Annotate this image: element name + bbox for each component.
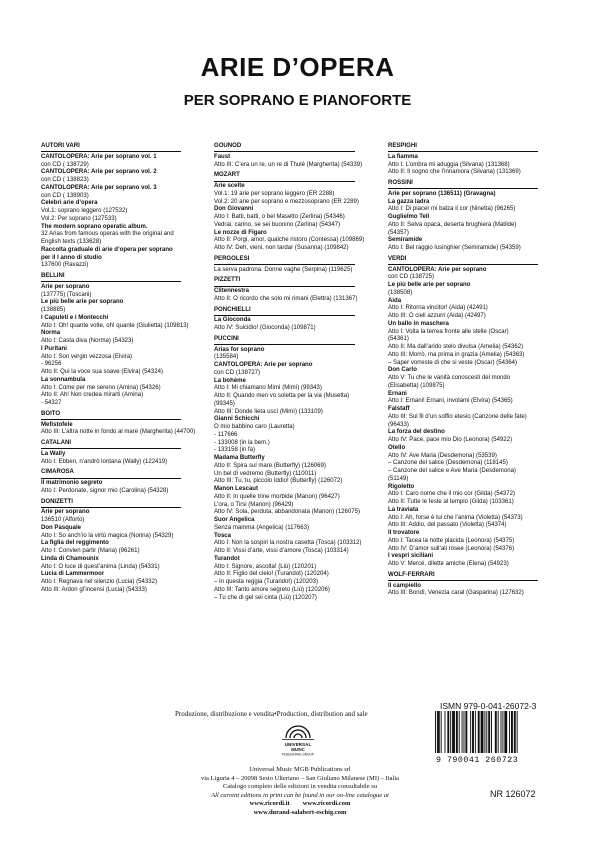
composer-heading: PERGOLESI [214,256,355,265]
barcode-bar [511,711,513,753]
catalog-entry: Atto I: Caro nome che il mio cor (Gilda) (54372) [388,491,516,498]
composer-section [214,277,358,303]
catalog-entry: Atto III: Sul fil d’un soffio etesio (Canzone delle fate) (96433) [388,413,527,428]
work-title: Arie per soprano (136511) (Gravagna) [388,190,496,197]
barcode-bar [456,711,458,753]
catalog-entry: Atto III: Donde lieta uscì (Mimì) (133109) [214,408,323,415]
catalog-entry: Atto III: Ardon gl’incensi (Lucia) (54333) [41,586,147,593]
work-title: Ernani [388,390,407,397]
composer-heading: AUTORI VARI [41,143,181,152]
catalog-entry: Un bel dì vedremo (Butterfly) (110011) [214,470,317,477]
barcode-bar [438,711,440,753]
composer-section [214,172,365,253]
catalog-entry: (138508) [388,289,413,296]
composer-heading: DONIZETTI [41,499,181,508]
publisher-name: Universal Music MGB Publications srl [249,766,351,773]
catalog-entry: (54357) [388,229,409,236]
composer-heading: WOLF-FERRARI [388,572,538,581]
catalog-entry: - 54327 [41,400,62,406]
catalog-entry: Atto III: Addio, del passato (Violetta) (54374) [388,522,507,529]
catalog-column-2 [214,143,365,605]
catalog-entry: (51149) [388,475,409,482]
catalog-entry: - 117666 [214,431,238,438]
composer-section [41,143,181,270]
catalog-entry: Atto III: L’altra notte in fondo al mare (Margherita) (44700) [41,429,196,436]
catalog-entry: Atto II: Spira sul mare (Butterfly) (126069) [214,462,326,469]
catalog-entry: Atto III: O cieli azzurri (Aida) (42497) [388,313,486,319]
catalog-entry: Atto IV: Deh, vieni, non tardar (Susanna) (109842) [214,245,349,251]
catalog-entry: Atto II: Quando men vo soletta per la via (Musetta) [214,393,350,399]
work-title: Un ballo in maschera [388,320,449,327]
site-durand[interactable]: www.durand-salabert-eschig.com [253,808,347,816]
catalog-entry: Atto I: Perdonate, signor mio (Carolina) (54328) [41,487,169,494]
work-title: Tosca [214,532,232,539]
catalog-entry: Atto I: Regnava nel silenzio (Lucia) (54332) [41,579,157,585]
catalog-entry: Atto I: Tacea la notte placida (Leonora) (54375) [388,537,515,544]
catalog-entry: La serva padrona. Donne vaghe (Serpina) (119625) [214,266,353,273]
catalog-note-en: All current editions in print can be found in our on-line catalogue at [211,791,389,799]
work-title: Raccolta graduale di arie d’opera per soprano per il I anno di studio [41,246,173,261]
barcode-bar [447,711,449,753]
catalog-entry: Atto II: Qui la voce sua soave (Elvira) (54324) [41,369,164,375]
composer-section [214,143,363,169]
site-ricordi-it[interactable]: www.ricordi.it [249,800,290,807]
barcode-bar [441,711,442,753]
catalog-entry: Atto I: Non la sospiri la nostra casetta (Tosca) (103312) [214,540,362,547]
work-title: Suor Angelica [214,517,255,523]
catalog-entry: Atto IV: D’amor sull’ali rosee (Leonora) (54376) [388,545,515,552]
catalog-number: NR 126072 [490,789,536,799]
composer-heading: PIZZETTI [214,277,355,286]
work-title: CANTOLOPERA: Arie per soprano [388,266,487,273]
work-title: Norma [41,330,61,337]
work-title: CANTOLOPERA: Arie per soprano vol. 2 [41,169,157,176]
work-title: Aida [388,297,402,304]
composer-section [41,273,189,408]
work-title: Turandot [214,555,240,562]
work-title: Madama Butterfly [214,455,265,461]
work-title: Gianni Schicchi [214,416,260,423]
publisher-info [140,766,460,817]
catalog-entry: con CD ( 138903) [41,192,89,199]
page-title: ARIE D’OPERA [200,52,395,82]
catalog-entry: - 133158 (in fa) [214,447,256,454]
composer-section [388,143,538,177]
composer-heading: PONCHIELLI [214,307,355,316]
work-title: Falstaff [388,406,410,412]
barcode-bar [478,711,480,753]
barcode-number: 9 790041 260723 [436,756,519,765]
ismn-code: ISMN 979-0-041-26072-3 [440,701,537,711]
work-title: La forza del destino [388,429,445,436]
work-title: I Capuleti e i Montecchi [41,314,109,321]
work-title: Otello [388,444,406,451]
work-title: I Puritani [41,345,67,352]
barcode-bar [502,711,503,753]
barcode-bar [495,711,497,753]
catalog-entry: – Canzone del salice e Ave Maria (Desdemona) [388,468,516,474]
catalog-entry: (99345) [214,400,235,407]
barcode-bar [475,711,476,753]
work-title: The modern soprano operatic album. [41,223,148,230]
catalog-entry: 136510 (Alforto) [41,517,85,523]
work-title: Il campiello [388,582,421,589]
logo-text-2: MUSIC [291,747,305,752]
catalog-entry: O mio babbino caro (Lauretta) [214,424,295,430]
work-title: La figlia del reggimento [41,540,109,547]
catalog-entry: con CD (138727) [214,369,261,376]
catalog-entry: Vedrai, carino, se sei buonino (Zerlina) (54347) [214,221,341,228]
catalog-entry: con CD ( 138823) [41,177,89,183]
composer-heading: MOZART [214,172,355,181]
work-title: Arias for soprano [214,346,265,353]
catalog-entry: Atto I: Convien partir (Maria) (96261) [41,548,140,554]
catalog-entry: Atto IV: Ave Maria (Desdemona) (53539) [388,452,497,459]
catalog-column-1 [41,143,196,598]
catalog-entry: Atto II: Porgi, amor, qualche ristoro (Contessa) (109869) [214,237,365,244]
catalog-entry: con CD ( 138729) [41,161,89,168]
barcode-bar [437,711,438,753]
catalog-note-it: Catalogo completo delle edizioni in vendita consultabile su [223,783,377,790]
universal-music-logo [268,722,328,762]
page-subtitle: PER SOPRANO E PIANOFORTE [183,92,412,109]
barcode-bar [491,711,492,753]
composer-heading: GOUNOD [214,143,355,152]
catalog-entry: – Saper vorreste di che si veste (Oscar) (54364) [388,359,518,366]
catalog-entry: Atto I: Batti, batti, o bel Masetto (Zerlina) (54346) [214,214,345,220]
work-title: Don Pasquale [41,524,81,531]
work-title: Mefistofele [41,421,73,428]
barcode-bar [501,711,502,753]
catalog-entry: (135584) [214,354,239,361]
publisher-address: via Liguria 4 – 20098 Sesto Ulteriano – San Giuliano Milanese (MI) – Italia [200,774,400,782]
catalog-entry: Atto I: L’ombra mi aduggia (Silvana) (131368) [388,161,510,168]
work-title: Le più belle arie per soprano [388,282,471,288]
work-title: La fiamma [388,153,418,160]
barcode-bar [435,711,436,753]
barcode-bar [488,711,490,753]
logo-text-1: UNIVERSAL [284,742,312,747]
catalog-entry: Atto II: Figlio del cielo! (Turandot) (120204) [214,571,329,578]
composer-heading: VERDI [388,256,538,265]
barcode-bar [514,711,516,753]
barcode-bar [504,711,507,753]
work-title: La bohème [214,377,246,384]
work-title: Faust [214,153,231,160]
barcode-bar [498,711,499,753]
composer-section [41,440,181,466]
work-title: Don Giovanni [214,206,254,213]
composer-section [41,469,181,495]
barcode-bar [486,711,487,753]
catalog-column-3 [388,143,538,601]
catalog-entry: Atto V: Mercé, dilette amiche (Elena) (54923) [388,561,509,567]
catalog-entry: Atto V: Tu che le vanità conoscesti del mondo (Elisabetta) (109875) [388,375,511,389]
catalog-entry: - 96256 [41,361,62,368]
catalog-entry: 32 Arias from famous operas with the original and English texts (133628) [41,231,174,245]
catalog-entry: Atto I: Signore, ascolta! (Liù) (120201) [214,563,317,570]
work-title: La traviata [388,506,419,513]
catalog-entry: – Canzone del salice (Desdemona) (118145) [388,460,508,467]
catalog-entry: Atto I: O luce di quest’anima (Linda) (54331) [41,563,160,570]
catalog-entry: Atto I: Come per me sereno (Amina) (54326) [41,384,161,391]
barcode-bar [462,711,463,753]
catalog-entry: (137775) (Toscani) [41,291,92,298]
catalog-entry: Atto II: Vissi d’arte, vissi d’amore (Tosca) (103314) [214,548,349,554]
barcode-bar [459,711,460,753]
work-title: Rigoletto [388,483,415,490]
catalog-entry: Atto I: Oh! quante volte, oh! quante (Giulietta) (109813) [41,322,189,329]
work-title: Il matrimonio segreto [41,480,103,486]
work-title: Le più belle arie per soprano [41,299,124,306]
catalog-entry: Atto II: Tutte le feste al tempio (Gilda) (103361) [388,499,514,505]
catalog-entry: (54361) [388,336,409,343]
composer-section [388,572,538,598]
catalog-entry: Atto II: In quelle trine morbide (Manon) (96427) [214,493,340,500]
barcode-bar [445,711,446,753]
catalog-entry: (138885) [41,307,66,313]
catalog-entry: Atto I: Volta la terrea fronte alle stelle (Oscar) [388,328,509,335]
work-title: Le nozze di Figaro [214,229,267,236]
catalog-entry: Atto II: Ah! Non credea mirarti (Amina) [41,392,144,399]
work-title: Celebri arie d’opera [41,200,98,207]
barcode-bar [452,711,455,753]
catalog-entry: Atto I: Ebben, n’andrò lontana (Wally) (122419) [41,458,168,465]
catalog-entry: – Tu che di gel sei cinta (Liù) (120207) [214,594,317,601]
barcode-bar [450,711,451,753]
catalog-entry: Atto I: Ah, forse è lui che l’anima (Violetta) (54373) [388,514,523,521]
catalog-entry: Vol.2: 20 arie per soprano e mezzosoprano (ER 2289) [214,198,359,205]
catalog-entry: Atto I: So anch’io la virtù magica (Norina) (54329) [41,532,174,539]
composer-heading: BELLINI [41,273,181,282]
composer-section [388,256,538,569]
catalog-entry: Atto I: Bel raggio lusinghier (Semiramide) (54359) [388,245,521,251]
work-title: Guglielmo Tell [388,214,430,220]
catalog-entry: Atto I: Casta diva (Norma) (54323) [41,338,134,344]
catalog-entry: Atto I: Son vergin vezzosa (Elvira) [41,353,133,360]
composer-heading: CATALANI [41,440,181,449]
composer-section [41,410,196,437]
work-title: I vespri siciliani [388,553,434,560]
composer-section [214,307,355,333]
composer-heading: CIMAROSA [41,469,181,478]
catalog-entry: Vol.2: Per soprano (127533) [41,215,117,222]
composer-heading: PUCCINI [214,336,355,345]
catalog-entry: Atto II: Ma dall’arido stelo divulsa (Amelia) (54362) [388,344,524,350]
catalog-entry: Atto I: Ernani! Ernani, involami (Elvira) (54365) [388,398,513,405]
catalog-entry: – In questa reggia (Turandot) (120203) [214,579,318,585]
work-title: Arie per soprano [41,283,90,290]
work-title: CANTOLOPERA: Arie per soprano vol. 1 [41,153,157,160]
work-title: Lucia di Lammermoor [41,571,105,578]
catalog-entry: Atto I: Di piacer mi balza il cor (Ninetta) (96265) [388,206,516,213]
work-title: Manon Lescaut [214,486,259,492]
catalog-entry: Senza mamma (Angelica) (117663) [214,524,310,531]
catalog-entry: Atto IV: Sola, perduta, abbandonata (Manon) (126075) [214,509,361,516]
catalog-entry: Vol.1: 19 arie per soprano leggero (ER 2288) [214,190,335,197]
catalog-entry: Atto I: Mi chiamano Mimì (Mimì) (99343) [214,385,322,392]
composer-section [214,335,362,603]
site-ricordi-com[interactable]: www.ricordi.com [302,800,351,807]
catalog-entry: Atto III: Bondì, Venezia caral (Gasparina) (127632) [388,590,524,597]
work-title: La sonnambula [41,376,86,383]
catalog-entry: Atto III: Tanto amore segreto (Liù) (120206) [214,586,330,593]
catalog-entry: con CD (138725) [388,274,435,281]
barcode-bar [472,711,474,753]
barcode-bar [509,711,510,753]
catalog-entry: Atto II: Il sogno che l’innamora (Silvana) (131369) [388,169,521,176]
catalog-entry: Atto III: C’era un re, un re di Thulé (Margherita) (54339) [214,161,363,168]
catalog-entry: Vol.1: soprano leggero (127532) [41,208,128,214]
work-title: La gazza ladra [388,198,430,205]
logo-text-3: PUBLISHING GROUP [282,752,314,757]
work-title: Linda di Chamounix [41,555,99,562]
work-title: Clitennestra [214,288,249,294]
barcode-bar [465,711,467,753]
composer-heading: RESPIGHI [388,143,538,152]
work-title: La Wally [41,450,66,457]
barcode-bar [470,711,471,753]
work-title: Arie per soprano [41,509,90,516]
barcode-bar [464,711,465,753]
catalog-entry: L’ora, o Tirsi (Manon) (96429) [214,501,294,508]
barcode-bar [517,711,518,753]
work-title: La Gioconda [214,317,251,324]
catalog-entry: Atto II: O ricordo che solo mi rimani (Elettra) (131367) [214,295,358,302]
composer-section [388,180,538,253]
barcode-bar [484,711,485,753]
composer-heading: BOITO [41,411,181,420]
composer-heading: ROSSINI [388,180,538,189]
barcode [433,711,551,753]
catalog-entry: Atto II: Selva opaca, deserta brughiera (Matilde) [388,221,517,228]
catalog-entry: Atto III: Morrò, ma prima in grazia (Amelia) (54363) [388,351,525,358]
catalog-entry: Atto IV: Suicidio! (Gioconda) (109871) [214,325,316,331]
work-title: Arie scelte [214,183,245,189]
work-title: Don Carlo [388,367,417,374]
catalog-entry: Atto I: Ritorna vincitor! (Aida) (42491) [388,305,488,312]
composer-section [41,499,181,595]
work-title: Il trovatore [388,530,420,536]
catalog-entry: - 133008 (in la bem.) [214,439,270,446]
work-title: CANTOLOPERA: Arie per soprano [214,362,313,368]
catalog-entry: 137600 (Ravazzi) [41,262,89,269]
composer-section [214,256,355,275]
catalog-entry: Atto III: Tu, tu, piccolo Iddio! (Butterfly) (126072) [214,478,343,485]
catalog-entry: Atto IV: Pace, pace mio Dio (Leonora) (54922) [388,437,513,443]
barcode-bar [481,711,484,753]
work-title: CANTOLOPERA: Arie per soprano vol. 3 [41,184,157,191]
production-line: Produzione, distribuzione e vendita•Production, distribution and sale [175,710,368,718]
work-title: Semiramide [388,237,423,244]
